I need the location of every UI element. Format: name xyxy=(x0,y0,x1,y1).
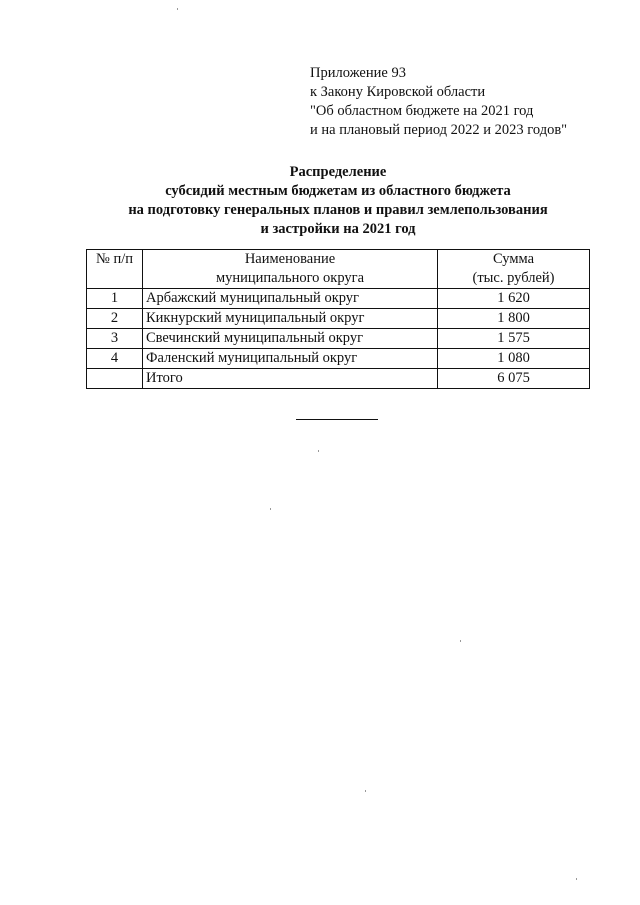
scan-speck xyxy=(177,8,178,10)
document-title xyxy=(0,163,640,239)
row-sum: 1 575 xyxy=(438,329,590,349)
row-district-name: Арбажский муниципальный округ xyxy=(143,289,438,309)
row-district-name: Фаленский муниципальный округ xyxy=(143,349,438,369)
row-number: 4 xyxy=(87,349,143,369)
title-line-3: на подготовку генеральных планов и правил землепользования xyxy=(128,202,548,218)
row-district-name: Свечинский муниципальный округ xyxy=(143,329,438,349)
table-row xyxy=(87,309,590,329)
scan-speck xyxy=(365,790,366,792)
table-header-row xyxy=(87,250,590,289)
scan-speck xyxy=(270,508,271,510)
title-line-4: и застройки на 2021 год xyxy=(260,221,416,237)
header-sum-line2: (тыс. рублей) xyxy=(472,270,555,286)
header-sum-line1: Сумма xyxy=(492,251,535,267)
header-number xyxy=(87,250,143,289)
closing-rule xyxy=(296,419,378,420)
appendix-header xyxy=(310,64,567,140)
total-row xyxy=(87,369,590,389)
total-sum: 6 075 xyxy=(438,369,590,389)
row-number: 3 xyxy=(87,329,143,349)
scan-speck xyxy=(460,640,461,642)
distribution-table xyxy=(86,249,590,389)
appendix-law-title-line1: "Об областном бюджете на 2021 год xyxy=(310,103,534,119)
header-name xyxy=(143,250,438,289)
title-line-1: Распределение xyxy=(289,164,387,180)
row-number: 1 xyxy=(87,289,143,309)
scan-speck xyxy=(318,450,319,452)
row-district-name: Кикнурский муниципальный округ xyxy=(143,309,438,329)
row-number: 2 xyxy=(87,309,143,329)
appendix-law-reference: к Закону Кировской области xyxy=(310,84,486,100)
total-number xyxy=(87,369,143,389)
scan-speck xyxy=(576,878,577,880)
appendix-law-title-line2: и на плановый период 2022 и 2023 годов" xyxy=(310,122,568,138)
header-name-line2: муниципального округа xyxy=(215,270,365,286)
row-sum: 1 080 xyxy=(438,349,590,369)
table-row xyxy=(87,289,590,309)
table-row xyxy=(87,349,590,369)
table-row xyxy=(87,329,590,349)
row-sum: 1 800 xyxy=(438,309,590,329)
header-sum xyxy=(438,250,590,289)
header-number-label: № п/п xyxy=(95,251,133,267)
header-name-line1: Наименование xyxy=(244,251,336,267)
total-label: Итого xyxy=(143,369,438,389)
appendix-number: Приложение 93 xyxy=(310,65,406,81)
row-sum: 1 620 xyxy=(438,289,590,309)
title-line-2: субсидий местным бюджетам из областного бюджета xyxy=(165,183,511,199)
